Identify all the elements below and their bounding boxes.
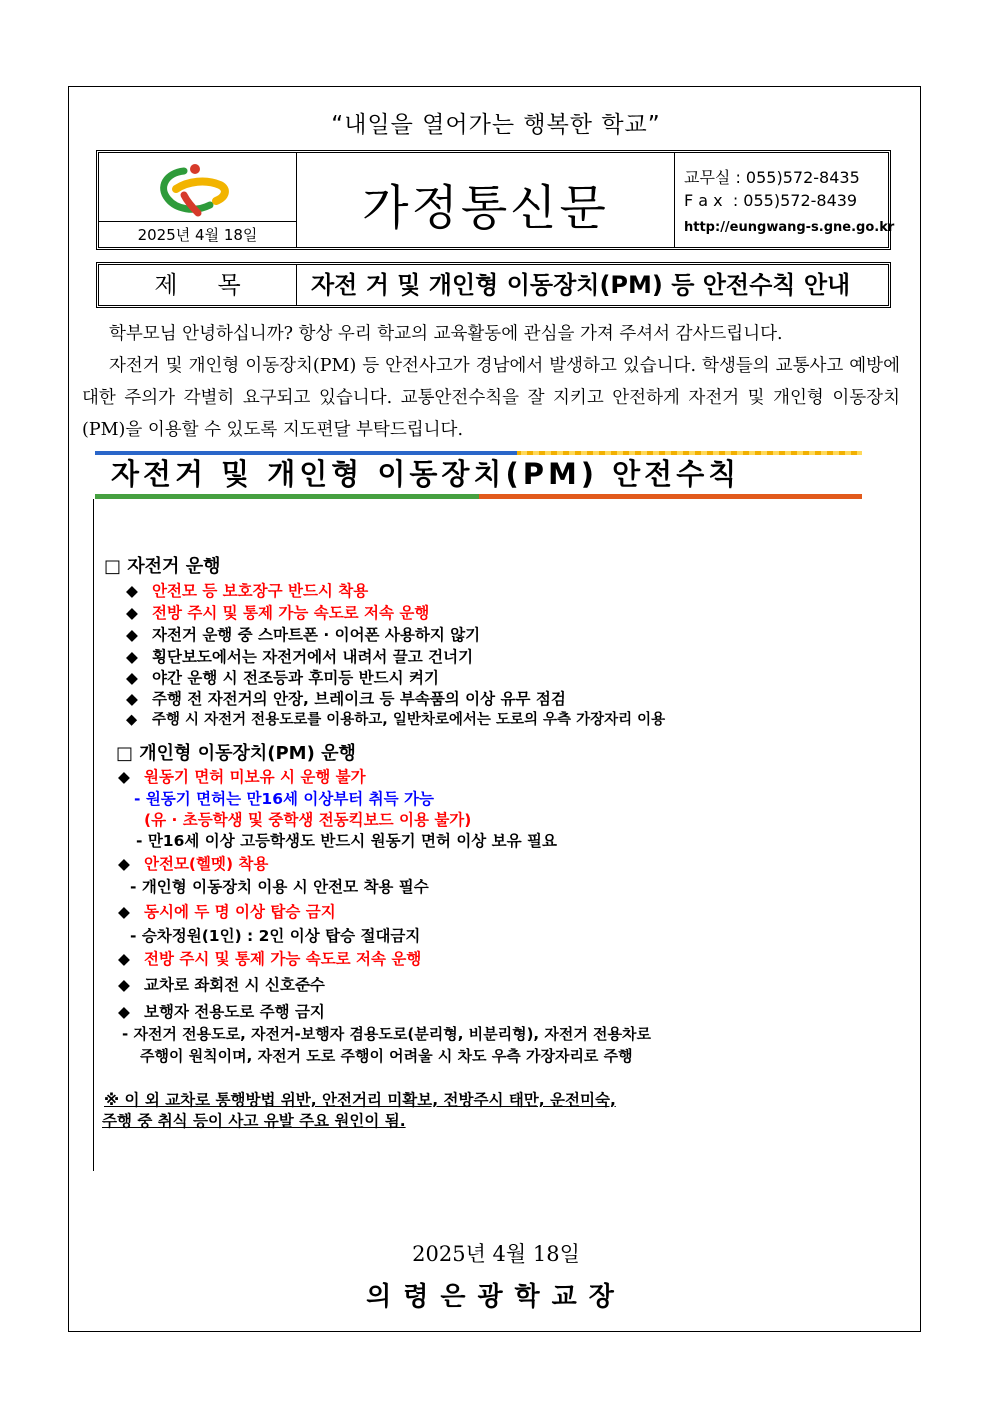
issue-date: 2025년 4월 18일 <box>99 221 296 248</box>
principal-signature: 의령은광학교장 <box>366 1282 626 1312</box>
banner-title: 자전거 및 개인형 이동장치(PM) 안전수칙 <box>111 457 741 491</box>
list-item: ◆ 교차로 좌회전 시 신호준수 <box>118 976 325 994</box>
list-item: ◆ 안전모 등 보호장구 반드시 착용 <box>126 582 369 600</box>
page-title: 가정통신문 <box>362 180 609 236</box>
list-item: - 만16세 이상 고등학생도 반드시 원동기 면허 이상 보유 필요 <box>136 832 557 850</box>
list-item: - 승차정원(1인) : 2인 이상 탑승 절대금지 <box>130 927 421 945</box>
subject-text: 자전 거 및 개인형 이동장치(PM) 등 안전수칙 안내 <box>311 271 851 299</box>
intro-text <box>82 318 900 446</box>
office-phone: 교무실 : 055)572-8435 <box>684 168 860 187</box>
list-item: ◆ 동시에 두 명 이상 탑승 금지 <box>118 903 336 921</box>
logo-cell <box>99 153 297 247</box>
title-cell <box>297 153 675 247</box>
rules-banner <box>95 451 862 499</box>
slogan: “내일을 열어가는 행복한 학교” <box>331 112 661 138</box>
banner-bottom-stripe-orange <box>479 494 863 499</box>
caution-note: 주행 중 취식 등이 사고 유발 주요 원인이 됨. <box>102 1112 406 1130</box>
footer-date: 2025년 4월 18일 <box>412 1242 580 1266</box>
pm-heading: □ 개인형 이동장치(PM) 운행 <box>116 743 356 764</box>
school-logo-icon <box>154 163 236 221</box>
subject-row <box>96 262 891 308</box>
list-item: ◆ 전방 주시 및 통제 가능 속도로 저속 운행 <box>118 950 422 968</box>
subject-label: 제목 <box>99 265 297 305</box>
list-item: ◆ 횡단보도에서는 자전거에서 내려서 끌고 건너기 <box>126 648 474 666</box>
list-item: ◆ 전방 주시 및 통제 가능 속도로 저속 운행 <box>126 604 430 622</box>
list-item: ◆ 야간 운행 시 전조등과 후미등 반드시 켜기 <box>126 669 439 687</box>
contact-cell <box>676 153 895 247</box>
list-item: ◆ 원동기 면허 미보유 시 운행 불가 <box>118 768 366 786</box>
header-table <box>96 150 895 250</box>
list-item: ◆ 자전거 운행 중 스마트폰 · 이어폰 사용하지 않기 <box>126 626 481 644</box>
list-item: - 자전거 전용도로, 자전거-보행자 겸용도로(분리형, 비분리형), 자전거 전용차로 <box>122 1025 652 1043</box>
banner-bottom-stripe-green <box>95 494 479 499</box>
content-border <box>93 499 94 1171</box>
caution-note: ※ 이 외 교차로 통행방법 위반, 안전거리 미확보, 전방주시 태만, 운전미숙, <box>104 1091 616 1109</box>
intro-paragraph: 학부모님 안녕하십니까? 항상 우리 학교의 교육활동에 관심을 가져 주셔서 감사드립니다. <box>109 324 783 344</box>
fax-number: F a x : 055)572-8439 <box>684 191 858 210</box>
list-item: (유 · 초등학생 및 중학생 전동킥보드 이용 불가) <box>144 811 472 829</box>
list-item: 주행이 원칙이며, 자전거 도로 주행이 어려울 시 차도 우측 가장자리로 주행 <box>140 1047 633 1065</box>
list-item: - 원동기 면허는 만16세 이상부터 취득 가능 <box>134 790 434 808</box>
bicycle-heading: □ 자전거 운행 <box>104 556 221 577</box>
list-item: - 개인형 이동장치 이용 시 안전모 착용 필수 <box>130 878 429 896</box>
list-item: ◆ 보행자 전용도로 주행 금지 <box>118 1003 325 1021</box>
list-item: ◆ 주행 전 자전거의 안장, 브레이크 등 부속품의 이상 유무 점검 <box>126 690 566 708</box>
intro-paragraph: 자전거 및 개인형 이동장치(PM) 등 안전사고가 경남에서 발생하고 있습니다. 학생들의 교통사고 예방에 대한 주의가 각별히 요구되고 있습니다. 교통안전수칙을 잘 지키고 안전하게 자전거 및 개인형 이동장치(PM)을 이용할 수 있도록 지도편달 부탁드립니다. <box>82 356 900 440</box>
list-item: ◆ 주행 시 자전거 전용도로를 이용하고, 일반차로에서는 도로의 우측 가장자리 이용 <box>126 712 666 728</box>
list-item: ◆ 안전모(헬멧) 착용 <box>118 855 269 873</box>
school-url[interactable]: http://eungwang-s.gne.go.kr <box>684 220 895 235</box>
